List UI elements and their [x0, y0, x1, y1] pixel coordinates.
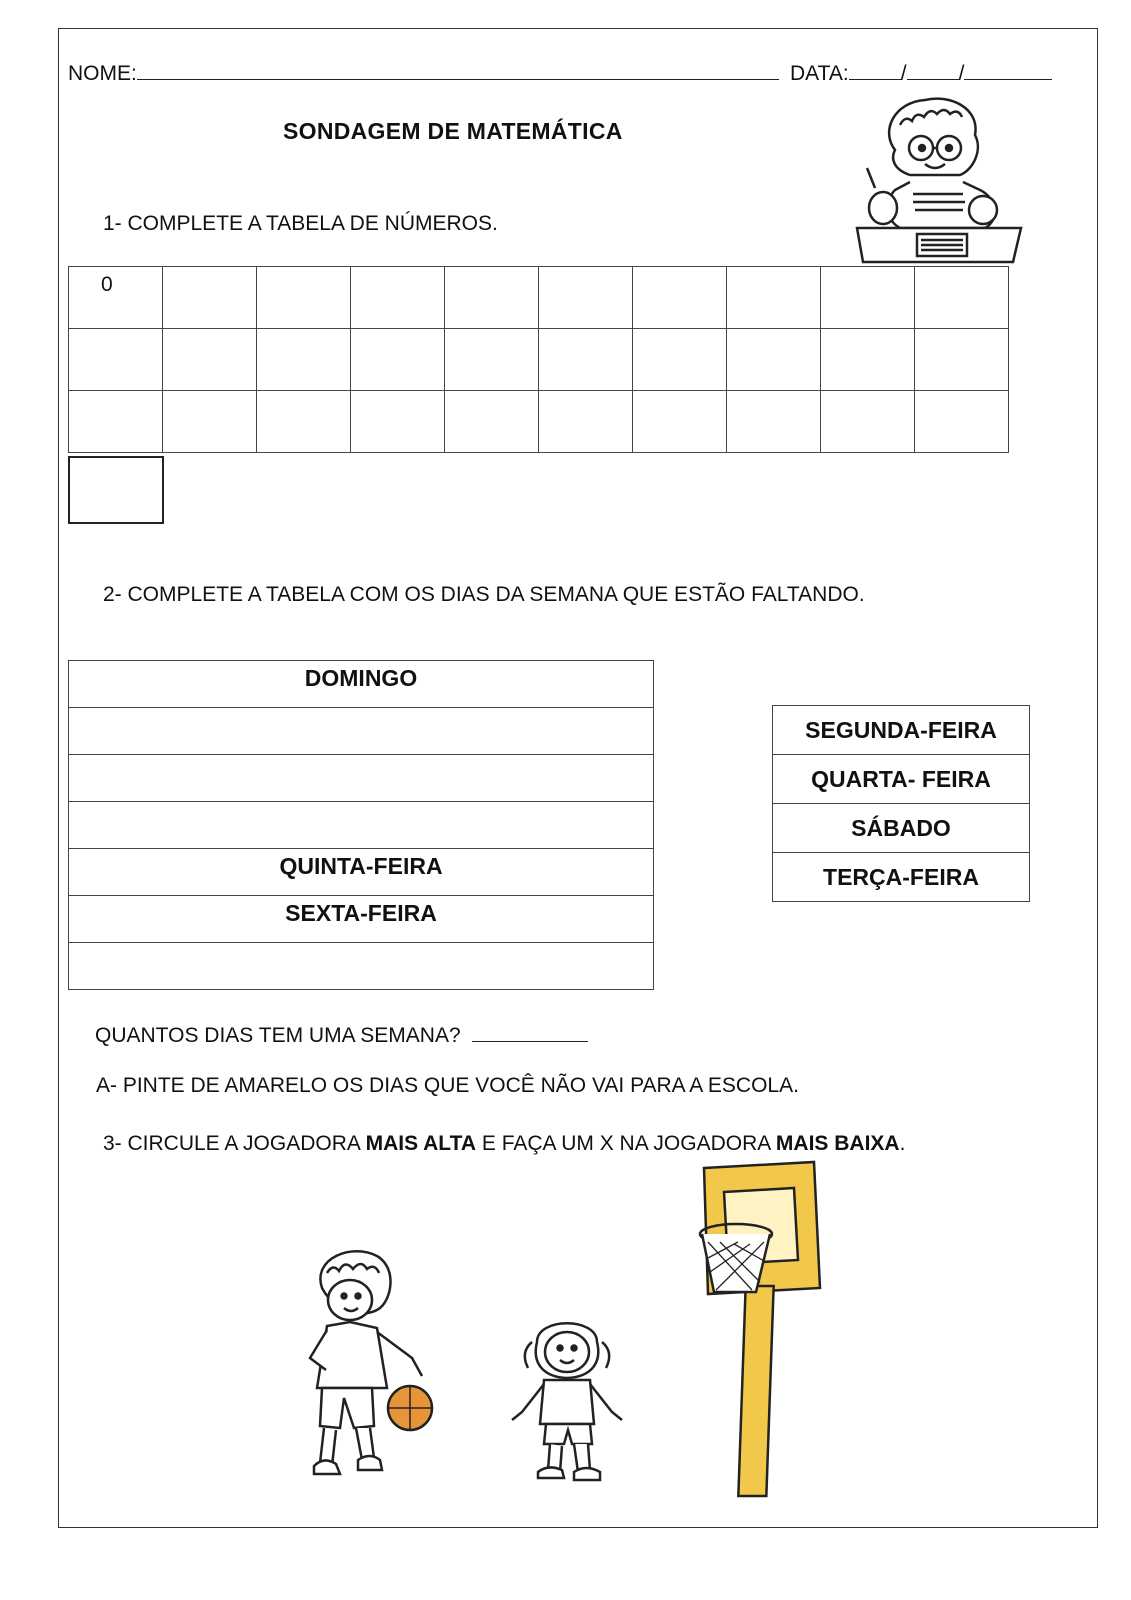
weekday-cell[interactable]	[69, 802, 654, 849]
table-row	[69, 943, 654, 990]
table-cell[interactable]	[163, 391, 257, 453]
table-row	[69, 849, 654, 896]
table-row	[773, 706, 1030, 755]
table-row	[773, 853, 1030, 902]
table-cell[interactable]	[257, 391, 351, 453]
table-cell[interactable]	[821, 391, 915, 453]
option-cell: SÁBADO	[773, 804, 1030, 853]
table-row	[773, 755, 1030, 804]
student-at-desk-illustration	[855, 90, 1025, 262]
table-cell[interactable]	[163, 329, 257, 391]
tall-girl-dribbling-illustration[interactable]	[292, 1248, 462, 1498]
table-cell[interactable]	[633, 391, 727, 453]
table-cell[interactable]	[445, 329, 539, 391]
table-cell[interactable]	[351, 267, 445, 329]
table-cell[interactable]	[69, 267, 163, 329]
table-cell[interactable]	[351, 391, 445, 453]
table-cell[interactable]	[163, 267, 257, 329]
weekday-options-table	[772, 705, 1030, 902]
date-label: DATA:	[790, 62, 849, 85]
date-field[interactable]	[790, 61, 1052, 86]
q3-suffix: .	[899, 1132, 906, 1155]
table-cell[interactable]	[915, 329, 1009, 391]
table-cell[interactable]	[445, 267, 539, 329]
weekday-table	[68, 660, 654, 990]
weekday-cell[interactable]	[69, 755, 654, 802]
table-cell[interactable]	[539, 329, 633, 391]
number-table	[68, 266, 1009, 453]
table-row	[69, 267, 1009, 329]
weekday-cell[interactable]: SEXTA-FEIRA	[69, 896, 654, 943]
table-cell[interactable]	[633, 329, 727, 391]
question-1-text: 1- COMPLETE A TABELA DE NÚMEROS.	[103, 212, 498, 235]
name-blank[interactable]	[137, 61, 779, 80]
days-answer-blank[interactable]	[472, 1023, 588, 1042]
table-row	[69, 802, 654, 849]
q3-bold-taller: MAIS ALTA	[365, 1132, 477, 1155]
extra-number-box[interactable]	[68, 456, 164, 524]
date-separator: /	[958, 62, 965, 85]
name-field[interactable]	[68, 61, 779, 86]
date-separator: /	[900, 62, 907, 85]
table-row	[69, 329, 1009, 391]
table-cell[interactable]	[539, 267, 633, 329]
q3-bold-shorter: MAIS BAIXA	[775, 1132, 900, 1155]
table-row	[69, 708, 654, 755]
table-row	[69, 896, 654, 943]
table-cell[interactable]	[727, 267, 821, 329]
table-row	[773, 804, 1030, 853]
date-day-blank[interactable]	[849, 61, 901, 80]
table-cell[interactable]	[539, 391, 633, 453]
q3-middle: E FAÇA UM X NA JOGADORA	[476, 1132, 776, 1155]
table-row	[69, 755, 654, 802]
option-cell: TERÇA-FEIRA	[773, 853, 1030, 902]
table-cell[interactable]	[727, 391, 821, 453]
table-cell[interactable]	[445, 391, 539, 453]
table-cell[interactable]	[257, 329, 351, 391]
question-3-text	[103, 1132, 905, 1156]
date-month-blank[interactable]	[907, 61, 959, 80]
days-question-text: QUANTOS DIAS TEM UMA SEMANA?	[95, 1024, 461, 1047]
table-cell[interactable]	[727, 329, 821, 391]
weekday-cell[interactable]: QUINTA-FEIRA	[69, 849, 654, 896]
table-row	[69, 661, 654, 708]
table-cell[interactable]	[351, 329, 445, 391]
table-cell[interactable]	[821, 267, 915, 329]
question-2-text: 2- COMPLETE A TABELA COM OS DIAS DA SEMANA QUE ESTÃO FALTANDO.	[103, 583, 865, 606]
q3-prefix: 3- CIRCULE A JOGADORA	[103, 1132, 366, 1155]
table-cell[interactable]	[915, 267, 1009, 329]
date-year-blank[interactable]	[964, 61, 1052, 80]
table-cell[interactable]	[69, 391, 163, 453]
question-a-text: A- PINTE DE AMARELO OS DIAS QUE VOCÊ NÃO VAI PARA A ESCOLA.	[96, 1074, 799, 1097]
option-cell: QUARTA- FEIRA	[773, 755, 1030, 804]
table-cell[interactable]	[633, 267, 727, 329]
weekday-cell[interactable]: DOMINGO	[69, 661, 654, 708]
table-cell[interactable]	[821, 329, 915, 391]
table-row	[69, 391, 1009, 453]
table-cell[interactable]	[915, 391, 1009, 453]
page-title: SONDAGEM DE MATEMÁTICA	[283, 118, 623, 144]
table-cell[interactable]	[69, 329, 163, 391]
days-question	[95, 1023, 588, 1048]
name-label: NOME:	[68, 62, 137, 85]
weekday-cell[interactable]	[69, 943, 654, 990]
table-cell[interactable]	[257, 267, 351, 329]
option-cell: SEGUNDA-FEIRA	[773, 706, 1030, 755]
basketball-hoop-illustration	[694, 1162, 834, 1502]
short-girl-illustration[interactable]	[502, 1312, 642, 1502]
first-number: 0	[101, 273, 113, 296]
weekday-cell[interactable]	[69, 708, 654, 755]
